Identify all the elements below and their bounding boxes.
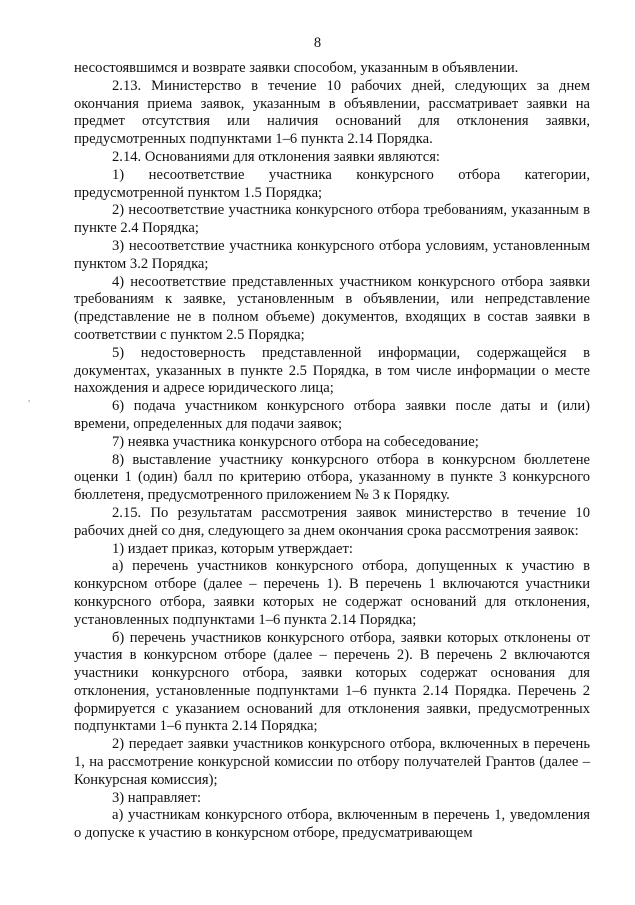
paragraph: 1) несоответствие участника конкурсного отбора категории, предусмотренной пунктом 1.5 Порядка; [74,166,590,201]
margin-speck: , [28,393,31,403]
paragraph: несостоявшимся и возврате заявки способом, указанным в объявлении. [74,60,519,76]
paragraph: б) перечень участников конкурсного отбора, заявки которых отклонены от участия в конкурсном отборе (далее – перечень 2). В перечень 2 включаются участники конкурсного отбора, заявки которых содержат основания для отклонения, установленные подпунктами 1–6 пункта 2.14 Порядка. Перечень 2 формируется с указанием оснований для отклонения заявки, предусмотренных подпунктами 1–6 пункта 2.14 Порядка; [74,629,590,735]
paragraph: 4) несоответствие представленных участником конкурсного отбора заявки требованиям к заявке, установленным в объявлении, или непредставление (представление не в полном объеме) документов, входящих в состав заявки в соответствии с пунктом 2.5 Порядка; [74,273,590,343]
paragraph: а) перечень участников конкурсного отбора, допущенных к участию в конкурсном отборе (далее – перечень 1). В перечень 1 включаются участники конкурсного отбора, заявки которых не содержат оснований для отклонения, установленных подпунктами 1–6 пункта 2.14 Порядка; [74,558,590,628]
paragraph: 2) несоответствие участника конкурсного отбора требованиям, указанным в пункте 2.4 Порядка; [74,202,590,237]
document-body [74,60,590,843]
page-number: 8 [313,35,322,51]
paragraph: 2.13. Министерство в течение 10 рабочих дней, следующих за днем окончания приема заявок, указанным в объявлении, рассматривает заявки на предмет отсутствия или наличия оснований для отклонения заявки, предусмотренных подпунктами 1–6 пункта 2.14 Порядка. [74,77,590,148]
paragraph: 8) выставление участнику конкурсного отбора в конкурсном бюллетене оценки 1 (один) балл по критерию отбора, указанному в пункте 3 конкурсного бюллетеня, предусмотренного приложением № 3 к Порядку. [74,451,590,504]
paragraph: 3) несоответствие участника конкурсного отбора условиям, установленным пунктом 3.2 Порядка; [74,237,590,272]
paragraph: 2.14. Основаниями для отклонения заявки являются: [112,148,440,165]
paragraph: 6) подача участником конкурсного отбора заявки после даты и (или) времени, определенных для подачи заявок; [74,398,590,432]
paragraph: 2) передает заявки участников конкурсного отбора, включенных в перечень 1, на рассмотрение конкурсной комиссии по отбору получателей Грантов (далее – Конкурсная комиссия); [74,736,590,788]
paragraph: 2.15. По результатам рассмотрения заявок министерство в течение 10 рабочих дней со дня, следующего за днем окончания срока рассмотрения заявок: [74,504,590,539]
paragraph: 7) неявка участника конкурсного отбора на собеседование; [112,433,479,450]
paragraph: а) участникам конкурсного отбора, включенным в перечень 1, уведомления о допуске к участию в конкурсном отборе, предусматривающем [74,807,590,842]
paragraph: 5) недостоверность представленной информации, содержащейся в документах, указанных в пункте 2.5 Порядка, в том числе информации о месте нахождения и адресе юридического лица; [74,344,590,397]
paragraph: 1) издает приказ, которым утверждает: [112,540,353,557]
paragraph: 3) направляет: [112,789,202,806]
